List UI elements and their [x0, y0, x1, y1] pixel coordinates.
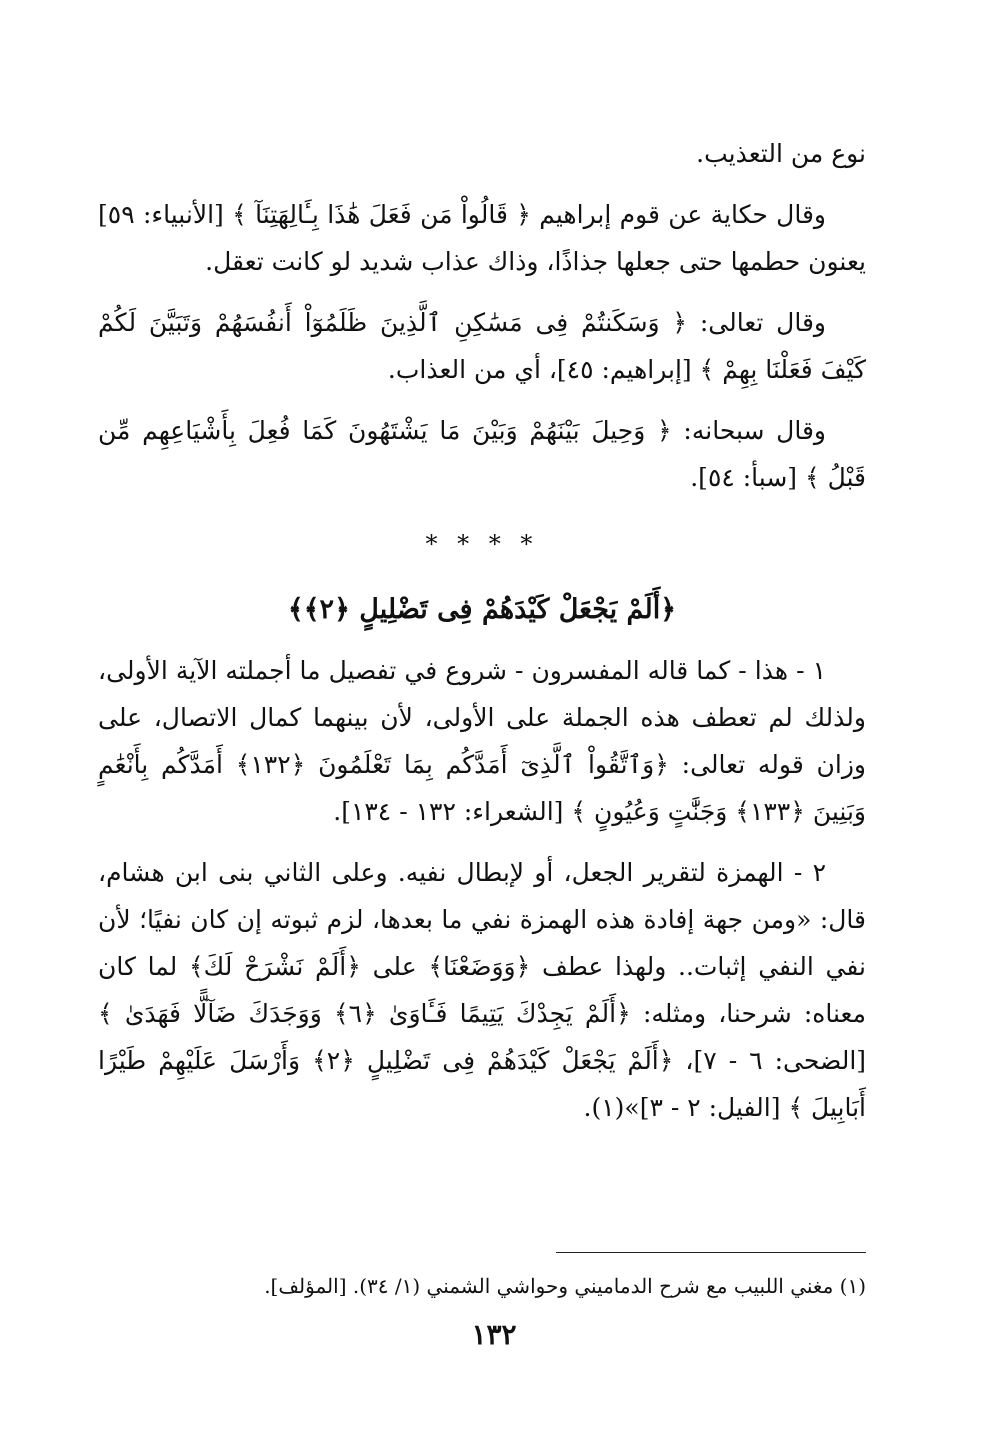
paragraph: وقال سبحانه: ﴿ وَحِيلَ بَيْنَهُمْ وَبَيْنَ مَا يَشْتَهُونَ كَمَا فُعِلَ بِأَشْيَاعِهِم مِّن قَبْلُ ﴾ [سبأ: ٥٤].: [98, 416, 866, 492]
paragraph: ٢ - الهمزة لتقرير الجعل، أو لإبطال نفيه. وعلى الثاني بنى ابن هشام، قال: «ومن جهة إفادة هذه الهمزة نفي ما بعدها، لزم ثبوته إن كان نفيًا؛ لأن نفي النفي إثبات.. ولهذا عطف ﴿وَوَضَعْنَا﴾ على ﴿أَلَمْ نَشْرَحْ لَكَ﴾ لما كان معناه: شرحنا، ومثله: ﴿أَلَمْ يَجِدْكَ يَتِيمًا فَـَٔاوَىٰ ﴿٦﴾ وَوَجَدَكَ ضَآلًّا فَهَدَىٰ ﴾ [الضحى: ٦ - ٧]، ﴿أَلَمْ يَجْعَلْ كَيْدَهُمْ فِى تَضْلِيلٍ ﴿٢﴾ وَأَرْسَلَ عَلَيْهِمْ طَيْرًا أَبَابِيلَ ﴾ [الفيل: ٢ - ٣]»(١).: [98, 858, 867, 1122]
paragraph: وقال حكاية عن قوم إبراهيم ﴿ قَالُواْ مَن فَعَلَ هَٰذَا بِـَٔالِهَتِنَآ ﴾ [الأنبياء: ٥٩] يعنون حطمها حتى جعلها جذاذًا، وذاك عذاب شديد لو كانت تعقل.: [98, 200, 866, 276]
footnote-divider: [556, 1252, 866, 1253]
verse-heading: ﴿أَلَمْ يَجْعَلْ كَيْدَهُمْ فِى تَضْلِيلٍ ﴿٢﴾﴾: [287, 594, 677, 625]
footnote: (١) مغني اللبيب مع شرح الدماميني وحواشي الشمني (١/ ٣٤). [المؤلف].: [264, 1274, 866, 1298]
paragraph: ١ - هذا - كما قاله المفسرون - شروع في تفصيل ما أجملته الآية الأولى، ولذلك لم تعطف هذه الجملة على الأولى، لأن بينهما كمال الاتصال، على وزان قوله تعالى: ﴿وَٱتَّقُواْ ٱلَّذِىٓ أَمَدَّكُم بِمَا تَعْلَمُونَ ﴿١٣٢﴾ أَمَدَّكُم بِأَنْعَٰمٍ وَبَنِينَ ﴿١٣٣﴾ وَجَنَّٰتٍ وَعُيُونٍ ﴾ [الشعراء: ١٣٢ - ١٣٤].: [98, 656, 866, 826]
paragraph: وقال تعالى: ﴿ وَسَكَنتُمْ فِى مَسَٰكِنِ ٱلَّذِينَ ظَلَمُوٓاْ أَنفُسَهُمْ وَتَبَيَّنَ لَكُمْ كَيْفَ فَعَلْنَا بِهِمْ ﴾ [إبراهيم: ٤٥]، أي من العذاب.: [98, 308, 866, 384]
section-separator: * * * *: [425, 530, 539, 558]
paragraph: نوع من التعذيب.: [696, 139, 866, 168]
main-text: [98, 130, 866, 1145]
page-number: ١٣٢: [471, 1318, 517, 1351]
